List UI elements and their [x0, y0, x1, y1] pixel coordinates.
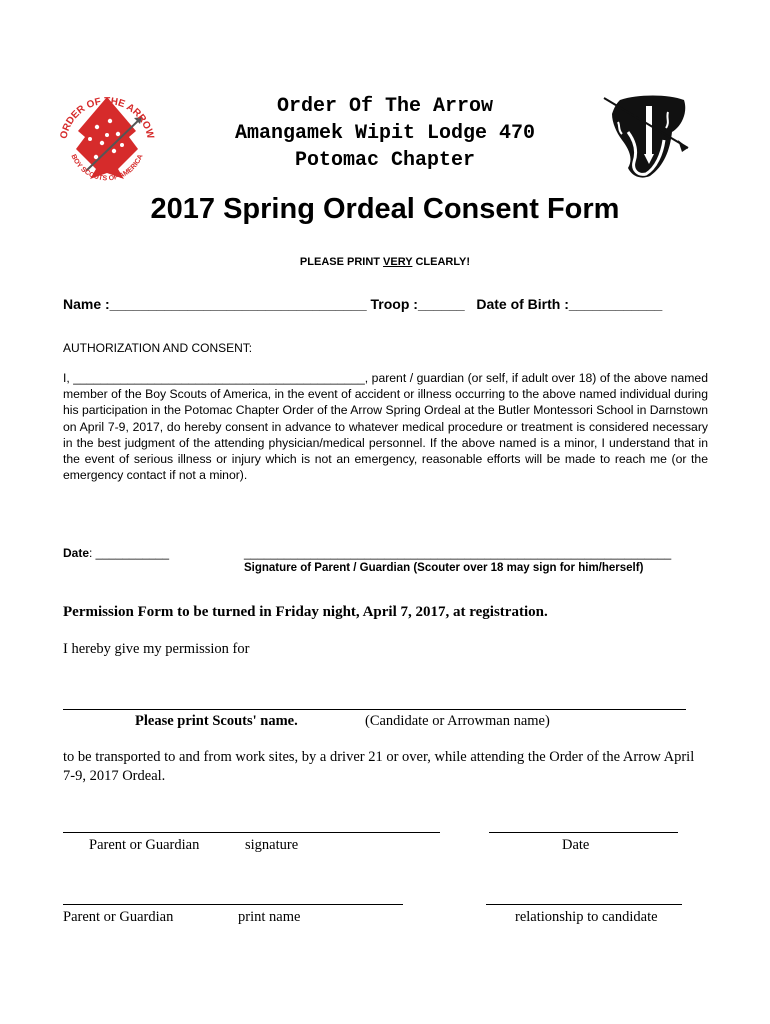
row2-relationship-label: relationship to candidate: [515, 909, 658, 925]
header-line-chapter: Potomac Chapter: [294, 149, 476, 172]
transport-paragraph: to be transported to and from work sites, by a driver 21 or over, while attending the Order of the Arrow April 7-9, 2017 Ordeal.: [63, 749, 695, 784]
parent-signature-line[interactable]: [63, 832, 440, 833]
relationship-line[interactable]: [486, 904, 682, 905]
header-line-lodge: Amangamek Wipit Lodge 470: [234, 122, 536, 145]
consent-paragraph: I, ___________________________________________, parent / guardian (or self, if adult over 18) of the above named member of the Boy Scouts of America, in the event of accident or illness occurring to the above named individual during his participation in the Potomac Chapter Order of the Arrow Spring Ordeal at the Butler Montessori School in Darnstown on April 7-9, 2017, do hereby consent in advance to whatever medical procedure or treatment is considered necessary in the best judgment of the attending physician/medical personnel. If the above named is a minor, I understand that in the event of serious illness or injury which is not an emergency, reasonable efforts will be made to reach me (or the emergency contact if not a minor).: [63, 371, 708, 483]
signature-date-line[interactable]: [489, 832, 678, 833]
guardian-signature-line[interactable]: ________________________________________________________________: [244, 546, 672, 560]
lodge-header: [200, 93, 570, 174]
row1-date-label: Date: [562, 837, 590, 853]
date-of-birth-field[interactable]: Date of Birth :____________: [476, 296, 663, 312]
svg-text:BOY SCOUTS OF AMERICA: BOY SCOUTS OF AMERICA: [69, 153, 145, 183]
svg-text:ORDER OF THE ARROW: ORDER OF THE ARROW: [58, 95, 156, 140]
permission-intro: I hereby give my permission for: [63, 641, 250, 657]
print-instruction-emphasis: VERY: [383, 256, 413, 268]
authorization-heading: AUTHORIZATION AND CONSENT:: [63, 341, 253, 355]
form-title: 2017 Spring Ordeal Consent Form: [150, 193, 620, 225]
row1-parent-label: Parent or Guardian: [89, 837, 200, 853]
scout-name-hint: (Candidate or Arrowman name): [365, 713, 550, 729]
print-instruction: [0, 256, 770, 268]
identity-fields: [63, 296, 662, 312]
row1-signature-label: signature: [245, 837, 299, 853]
scout-name-line[interactable]: [63, 709, 686, 710]
scout-name-label: Please print Scouts' name.: [135, 713, 298, 729]
consent-date-blank[interactable]: : ___________: [89, 546, 170, 560]
permission-heading: Permission Form to be turned in Friday night, April 7, 2017, at registration.: [63, 604, 548, 620]
header-line-org: Order Of The Arrow: [276, 95, 494, 118]
lodge-totem-logo-icon: [598, 92, 693, 184]
name-field[interactable]: Name :_________________________________: [63, 296, 367, 312]
guardian-signature-caption: Signature of Parent / Guardian (Scouter over 18 may sign for him/herself): [244, 562, 644, 574]
oa-arrowhead-logo-icon: [52, 87, 162, 187]
consent-date-label: Date: [63, 546, 90, 560]
print-instruction-after: CLEARLY!: [412, 256, 471, 268]
print-instruction-before: PLEASE PRINT: [299, 256, 384, 268]
row2-parent-label: Parent or Guardian: [63, 909, 174, 925]
consent-date-field[interactable]: [63, 546, 169, 560]
row2-print-name-label: print name: [238, 909, 301, 925]
parent-print-name-line[interactable]: [63, 904, 403, 905]
troop-field[interactable]: Troop :______: [370, 296, 465, 312]
